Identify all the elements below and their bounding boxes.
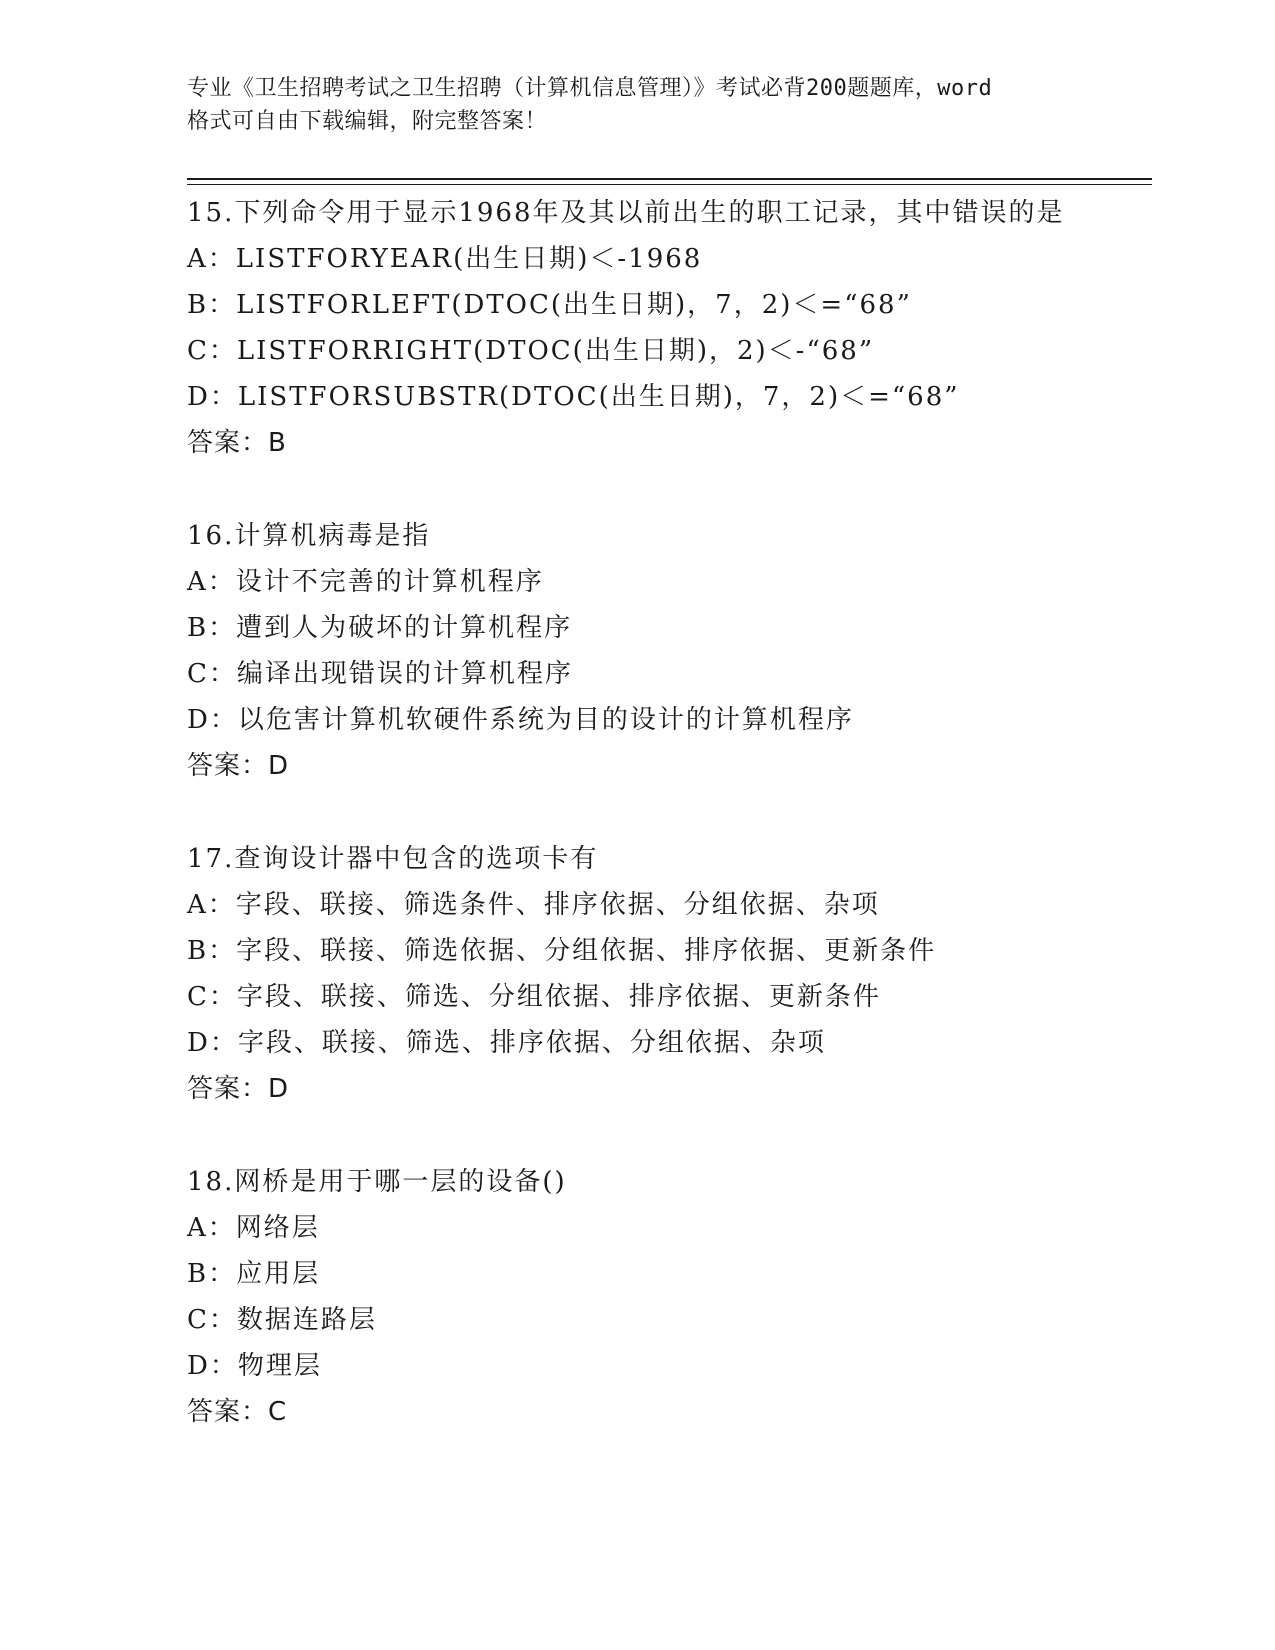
question-18 <box>187 1159 1127 1435</box>
header-line-1: 专业《卫生招聘考试之卫生招聘（计算机信息管理）》考试必背200题题库，word <box>187 76 993 101</box>
option-b: B：字段、联接、筛选依据、分组依据、排序依据、更新条件 <box>187 936 937 966</box>
header-divider-thick <box>187 178 1152 180</box>
question-text: 18.网桥是用于哪一层的设备() <box>187 1167 567 1197</box>
option-c: C：字段、联接、筛选、分组依据、排序依据、更新条件 <box>187 982 881 1012</box>
question-16 <box>187 513 1127 789</box>
option-d: D：以危害计算机软硬件系统为目的设计的计算机程序 <box>187 705 854 735</box>
option-c: C：数据连路层 <box>187 1305 377 1335</box>
option-a: A：设计不完善的计算机程序 <box>187 567 544 597</box>
option-c: C：LISTFORRIGHT(DTOC(出生日期)，2)＜-“68” <box>187 336 875 366</box>
answer: 答案：B <box>187 428 287 458</box>
answer: 答案：D <box>187 1074 290 1104</box>
answer: 答案：D <box>187 751 290 781</box>
option-a: A：LISTFORYEAR(出生日期)＜-1968 <box>187 244 703 274</box>
option-d: D：LISTFORSUBSTR(DTOC(出生日期)，7，2)＜=“68” <box>187 382 960 412</box>
option-c: C：编译出现错误的计算机程序 <box>187 659 573 689</box>
option-d: D：字段、联接、筛选、排序依据、分组依据、杂项 <box>187 1028 826 1058</box>
question-text: 17.查询设计器中包含的选项卡有 <box>187 844 599 874</box>
option-d: D：物理层 <box>187 1351 322 1381</box>
option-b: B：应用层 <box>187 1259 321 1289</box>
document-header <box>187 72 1097 138</box>
answer: 答案：C <box>187 1397 288 1427</box>
question-text: 16.计算机病毒是指 <box>187 521 431 551</box>
option-b: B：遭到人为破坏的计算机程序 <box>187 613 573 643</box>
question-text: 15.下列命令用于显示1968年及其以前出生的职工记录，其中错误的是 <box>187 198 1065 228</box>
option-a: A：字段、联接、筛选条件、排序依据、分组依据、杂项 <box>187 890 880 920</box>
header-line-2: 格式可自由下载编辑，附完整答案！ <box>187 109 548 134</box>
option-b: B：LISTFORLEFT(DTOC(出生日期)，7，2)＜=“68” <box>187 290 912 320</box>
question-15 <box>187 190 1127 466</box>
header-divider-thin <box>187 184 1152 185</box>
option-a: A：网络层 <box>187 1213 320 1243</box>
question-17 <box>187 836 1127 1112</box>
question-list <box>187 190 1127 1482</box>
